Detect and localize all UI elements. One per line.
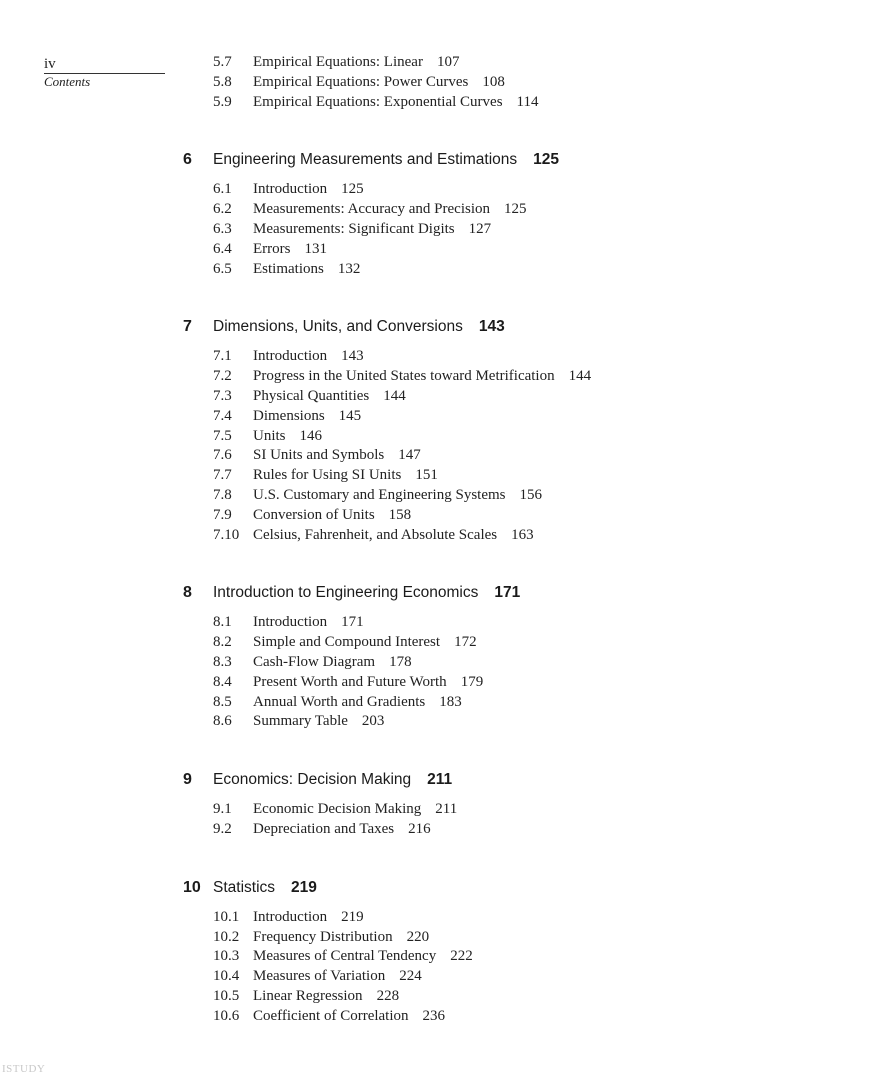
entry-title: Physical Quantities: [253, 387, 370, 404]
chapter-title: Engineering Measurements and Estimations: [213, 151, 518, 169]
entry-title: Dimensions: [253, 407, 325, 424]
entry-number: 7.1: [213, 348, 232, 365]
entry-number: 8.5: [213, 693, 232, 710]
entry-number: 7.9: [213, 506, 232, 523]
chapter-section: [183, 150, 843, 279]
chapter-entries: [183, 800, 843, 840]
entry-page: 131: [304, 240, 327, 257]
entry-page: 145: [338, 407, 362, 424]
entry-number: 5.7: [213, 54, 232, 70]
entry-page: 151: [415, 467, 438, 484]
toc-entry[interactable]: [183, 260, 843, 280]
entry-number: 6.3: [213, 220, 232, 237]
entry-page: 179: [460, 673, 484, 690]
entry-number: 8.3: [213, 653, 232, 670]
running-head-label: Contents: [44, 74, 91, 89]
toc-entry[interactable]: [183, 180, 843, 200]
entry-title: Empirical Equations: Linear: [253, 54, 423, 70]
entry-page: 219: [341, 908, 364, 925]
toc-entry[interactable]: [183, 987, 843, 1007]
toc-entry[interactable]: [183, 613, 843, 633]
entry-page: 216: [408, 820, 431, 837]
entry-page: 163: [511, 526, 534, 543]
entry-title: Units: [253, 427, 286, 444]
entry-title: Annual Worth and Gradients: [253, 693, 426, 710]
chapter-title: Statistics: [213, 878, 276, 896]
entry-number: 8.1: [213, 614, 232, 631]
toc-entry[interactable]: [183, 427, 843, 447]
entry-title: Progress in the United States toward Metrification: [253, 368, 555, 385]
entry-page: 108: [482, 73, 505, 90]
entry-title: Present Worth and Future Worth: [253, 673, 447, 690]
entry-title: Introduction: [253, 181, 328, 198]
toc-entry[interactable]: [183, 446, 843, 466]
entry-page: 144: [568, 368, 592, 385]
entry-page: 171: [341, 614, 364, 631]
toc-entry[interactable]: [183, 1007, 843, 1027]
entry-page: 144: [383, 387, 406, 404]
entry-page: 220: [406, 928, 430, 945]
entry-title: Measures of Central Tendency: [253, 948, 437, 965]
entry-title: U.S. Customary and Engineering Systems: [253, 486, 506, 503]
entry-page: 228: [376, 987, 400, 1004]
entry-page: 125: [504, 201, 527, 218]
entry-number: 10.1: [213, 908, 240, 925]
entry-title: Celsius, Fahrenheit, and Absolute Scales: [253, 526, 498, 543]
entry-title: Empirical Equations: Exponential Curves: [253, 93, 503, 110]
entry-title: Introduction: [253, 348, 328, 365]
entry-title: Rules for Using SI Units: [253, 467, 402, 484]
entry-title: Introduction: [253, 614, 328, 631]
toc-entry[interactable]: [183, 486, 843, 506]
watermark: ISTUDY: [2, 1063, 46, 1075]
toc-entry[interactable]: [183, 200, 843, 220]
entry-page: 143: [341, 348, 364, 365]
entry-page: 183: [439, 693, 462, 710]
entry-page: 211: [435, 801, 458, 818]
toc-entry[interactable]: [183, 673, 843, 693]
entry-page: 156: [519, 486, 542, 503]
chapter-heading[interactable]: [183, 583, 843, 603]
entry-title: Estimations: [253, 260, 324, 277]
chapter-page: 211: [427, 771, 453, 789]
chapter-page: 143: [478, 318, 505, 336]
entry-number: 7.8: [213, 486, 232, 503]
toc-entry[interactable]: [183, 240, 843, 260]
entry-number: 7.10: [213, 526, 240, 543]
toc-entry[interactable]: [183, 800, 843, 820]
chapter-page: 219: [291, 878, 317, 896]
entry-title: Empirical Equations: Power Curves: [253, 73, 469, 90]
chapter-number: 8: [183, 584, 192, 602]
entry-page: 222: [450, 948, 473, 965]
toc-entry[interactable]: [183, 947, 843, 967]
entry-number: 5.8: [213, 73, 232, 90]
chapter-heading[interactable]: [183, 770, 843, 790]
entry-title: Measurements: Accuracy and Precision: [253, 201, 491, 218]
entry-number: 10.5: [213, 987, 240, 1004]
entry-title: Summary Table: [253, 713, 348, 730]
toc-entry[interactable]: [183, 387, 843, 407]
entry-number: 9.1: [213, 801, 232, 818]
entry-number: 5.9: [213, 93, 232, 110]
toc-entry[interactable]: [183, 928, 843, 948]
entry-page: 146: [299, 427, 323, 444]
entry-page: 125: [341, 181, 364, 198]
entry-title: Cash-Flow Diagram: [253, 653, 376, 670]
chapter-number: 10: [183, 878, 201, 896]
entry-title: Frequency Distribution: [253, 928, 393, 945]
toc-entry[interactable]: [183, 93, 843, 113]
entry-page: 114: [516, 93, 539, 110]
chapter-section: [183, 583, 843, 732]
chapter-entries: [183, 180, 843, 279]
toc-entry[interactable]: [183, 967, 843, 987]
toc-entry[interactable]: [183, 820, 843, 840]
entry-number: 8.4: [213, 673, 232, 690]
entry-title: Simple and Compound Interest: [253, 634, 441, 651]
toc-entry[interactable]: [183, 693, 843, 713]
entry-number: 6.4: [213, 240, 232, 257]
toc-entry[interactable]: [183, 73, 843, 93]
chapter-section: [183, 878, 843, 1027]
entry-number: 7.3: [213, 387, 232, 404]
chapter-page: 125: [533, 151, 560, 169]
running-head: [44, 56, 165, 90]
entry-title: Measurements: Significant Digits: [253, 220, 455, 237]
toc-entry[interactable]: [183, 653, 843, 673]
chapter-section: [183, 770, 843, 840]
chapter-entries: [183, 347, 843, 545]
toc-entry[interactable]: [183, 367, 843, 387]
toc-entry[interactable]: [183, 220, 843, 240]
chapter-section: [183, 317, 843, 545]
toc-entry[interactable]: [183, 347, 843, 367]
entry-page: 224: [399, 968, 422, 985]
entry-number: 7.4: [213, 407, 232, 424]
entry-number: 10.2: [213, 928, 240, 945]
entry-number: 7.6: [213, 447, 232, 464]
entry-title: Measures of Variation: [253, 968, 386, 985]
toc-entry[interactable]: [183, 526, 843, 546]
chapter-entries: [183, 908, 843, 1027]
entry-page: 107: [436, 54, 460, 70]
chapter-heading[interactable]: [183, 317, 843, 337]
chapter-title: Dimensions, Units, and Conversions: [213, 318, 463, 336]
page-number: iv: [44, 56, 165, 74]
chapter-heading[interactable]: [183, 150, 843, 170]
entry-number: 6.2: [213, 201, 232, 218]
entry-number: 7.7: [213, 467, 232, 484]
entry-page: 127: [468, 220, 492, 237]
entry-number: 7.5: [213, 427, 232, 444]
entry-number: 8.2: [213, 634, 232, 651]
toc-entry[interactable]: [183, 407, 843, 427]
entry-title: Coefficient of Correlation: [253, 1007, 409, 1024]
entry-number: 7.2: [213, 368, 232, 385]
chapter-page: 171: [494, 584, 521, 602]
entry-number: 8.6: [213, 713, 232, 730]
chapter-number: 9: [183, 771, 192, 789]
chapter-title: Introduction to Engineering Economics: [213, 584, 479, 602]
toc-entry[interactable]: [183, 466, 843, 486]
toc-entry[interactable]: [183, 53, 843, 73]
entry-page: 158: [388, 506, 412, 523]
entry-page: 178: [389, 653, 412, 670]
entry-page: 132: [337, 260, 361, 277]
entry-page: 172: [454, 634, 477, 651]
chapter-heading[interactable]: [183, 878, 843, 898]
entry-title: Economic Decision Making: [253, 801, 422, 818]
toc-entry[interactable]: [183, 633, 843, 653]
entry-title: SI Units and Symbols: [253, 447, 385, 464]
entry-number: 6.1: [213, 181, 232, 198]
entry-page: 203: [361, 713, 385, 730]
entry-page: 147: [398, 447, 421, 464]
entry-page: 236: [422, 1007, 446, 1024]
chapter-number: 6: [183, 151, 192, 169]
entry-title: Linear Regression: [253, 987, 363, 1004]
entry-number: 6.5: [213, 260, 232, 277]
toc-entry[interactable]: [183, 712, 843, 732]
entry-title: Depreciation and Taxes: [253, 820, 395, 837]
toc-entry[interactable]: [183, 506, 843, 526]
chapter-title: Economics: Decision Making: [213, 771, 412, 789]
chapter-entries: [183, 613, 843, 732]
toc-entry[interactable]: [183, 908, 843, 928]
chapter-number: 7: [183, 318, 192, 336]
continued-entries: [183, 53, 843, 112]
entry-number: 10.3: [213, 948, 240, 965]
entry-title: Conversion of Units: [253, 506, 375, 523]
table-of-contents: [183, 53, 843, 1027]
entry-number: 10.6: [213, 1007, 240, 1024]
entry-number: 10.4: [213, 968, 240, 985]
entry-title: Errors: [253, 240, 291, 257]
entry-number: 9.2: [213, 820, 232, 837]
entry-title: Introduction: [253, 908, 328, 925]
